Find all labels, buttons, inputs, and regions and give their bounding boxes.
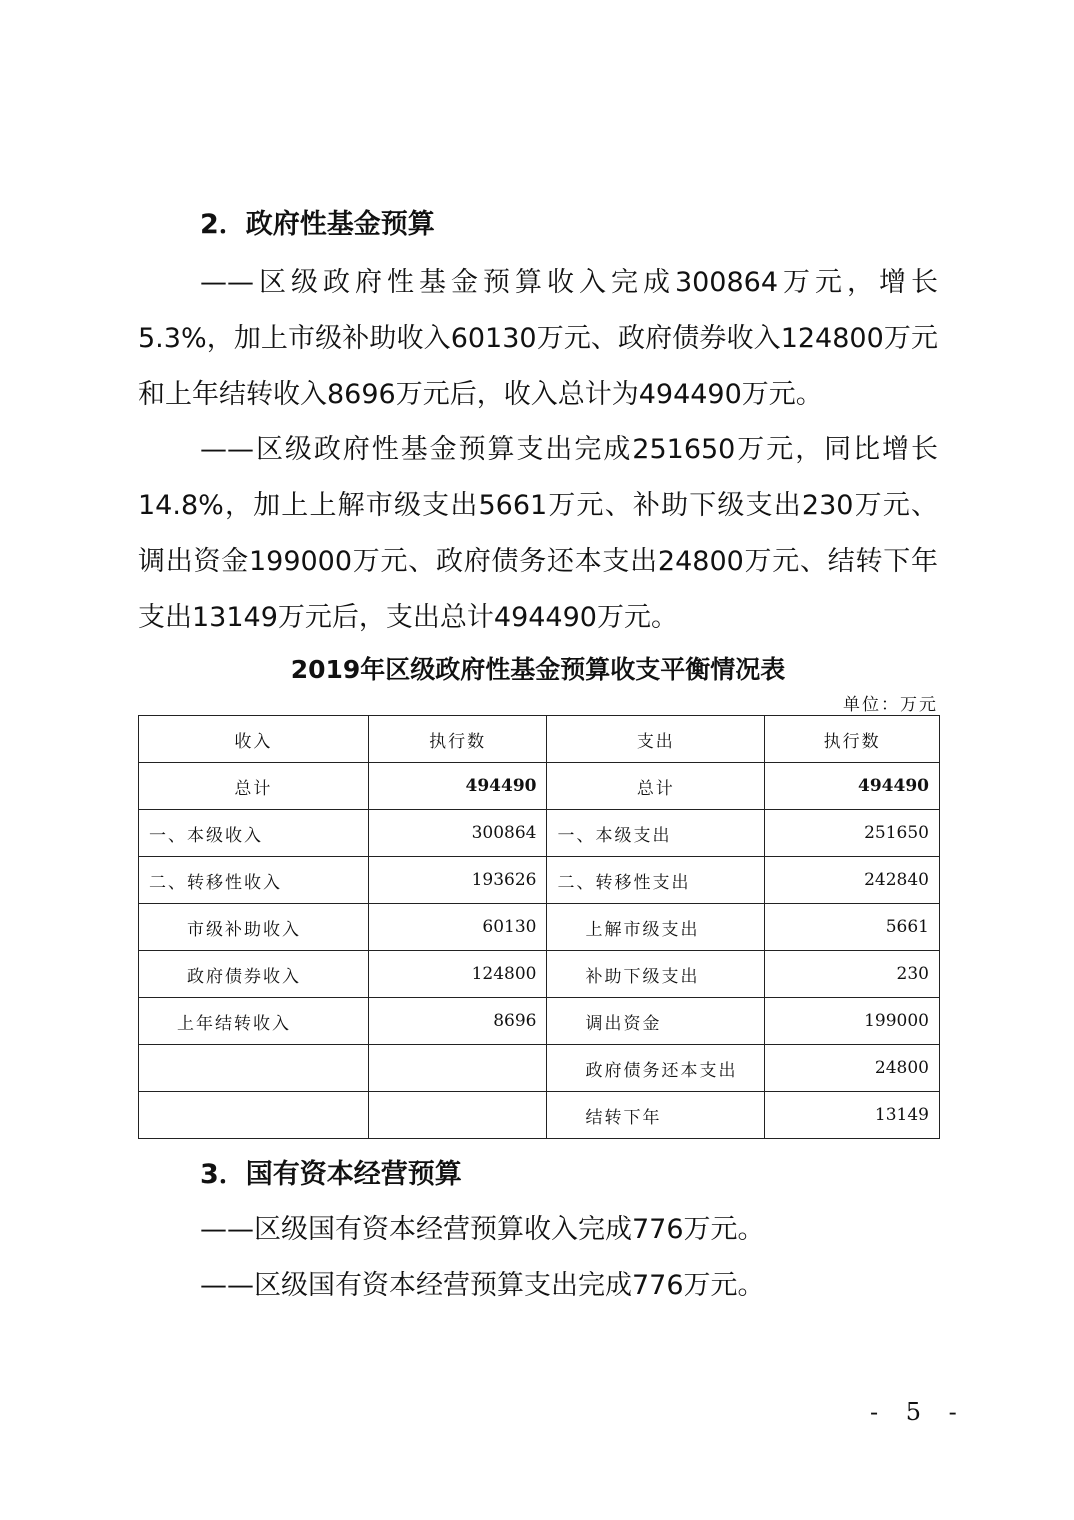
table-row (139, 951, 940, 998)
expense-value: 230 (765, 951, 940, 998)
income-label (139, 1045, 369, 1092)
expense-value: 24800 (765, 1045, 940, 1092)
section-2-heading: 2．政府性基金预算 (200, 209, 435, 240)
expense-label: 二、转移性支出 (547, 857, 765, 904)
expense-label: 上解市级支出 (547, 904, 765, 951)
table-total-row (139, 763, 940, 810)
budget-balance-table (138, 715, 940, 1139)
table-row (139, 998, 940, 1045)
header-income-value: 执行数 (368, 716, 547, 763)
section-3-paragraph-income: ——区级国有资本经营预算收入完成776万元。 (200, 1214, 765, 1245)
income-label: 市级补助收入 (139, 904, 369, 951)
income-value (368, 1045, 547, 1092)
expense-label: 一、本级支出 (547, 810, 765, 857)
total-income-label: 总计 (139, 763, 369, 810)
table-header-row (139, 716, 940, 763)
section-2-paragraph-expense: ——区级政府性基金预算支出完成251650万元，同比增长14.8%，加上上解市级支出5661万元、补助下级支出230万元、调出资金199000万元、政府债务还本支出24800万元、结转下年支出13149万元后，支出总计494490万元。 (138, 434, 938, 633)
income-value (368, 1092, 547, 1139)
header-income: 收入 (139, 716, 369, 763)
table-unit: 单位：万元 (843, 695, 938, 715)
income-value: 8696 (368, 998, 547, 1045)
header-expense-value: 执行数 (765, 716, 940, 763)
table-row (139, 1092, 940, 1139)
income-label: 上年结转收入 (139, 998, 369, 1045)
income-value: 193626 (368, 857, 547, 904)
income-value: 124800 (368, 951, 547, 998)
table-title: 2019年区级政府性基金预算收支平衡情况表 (290, 655, 786, 684)
section-3-paragraph-expense: ——区级国有资本经营预算支出完成776万元。 (200, 1270, 765, 1301)
expense-value: 242840 (765, 857, 940, 904)
income-value: 60130 (368, 904, 547, 951)
table-row (139, 904, 940, 951)
expense-label: 政府债务还本支出 (547, 1045, 765, 1092)
income-label (139, 1092, 369, 1139)
total-expense-label: 总计 (547, 763, 765, 810)
income-label: 政府债券收入 (139, 951, 369, 998)
income-label: 二、转移性收入 (139, 857, 369, 904)
section-2-paragraph-income: ——区级政府性基金预算收入完成300864万元，增长5.3%，加上市级补助收入60130万元、政府债券收入124800万元和上年结转收入8696万元后，收入总计为494490万元。 (138, 267, 938, 410)
total-income-value: 494490 (368, 763, 547, 810)
table-row (139, 857, 940, 904)
expense-value: 13149 (765, 1092, 940, 1139)
table-row (139, 810, 940, 857)
table-row (139, 1045, 940, 1092)
income-label: 一、本级收入 (139, 810, 369, 857)
expense-value: 251650 (765, 810, 940, 857)
income-value: 300864 (368, 810, 547, 857)
expense-value: 5661 (765, 904, 940, 951)
header-expense: 支出 (547, 716, 765, 763)
expense-value: 199000 (765, 998, 940, 1045)
total-expense-value: 494490 (765, 763, 940, 810)
expense-label: 补助下级支出 (547, 951, 765, 998)
expense-label: 结转下年 (547, 1092, 765, 1139)
expense-label: 调出资金 (547, 998, 765, 1045)
section-3-heading: 3．国有资本经营预算 (200, 1159, 462, 1190)
page-number: - 5 - (870, 1398, 967, 1426)
